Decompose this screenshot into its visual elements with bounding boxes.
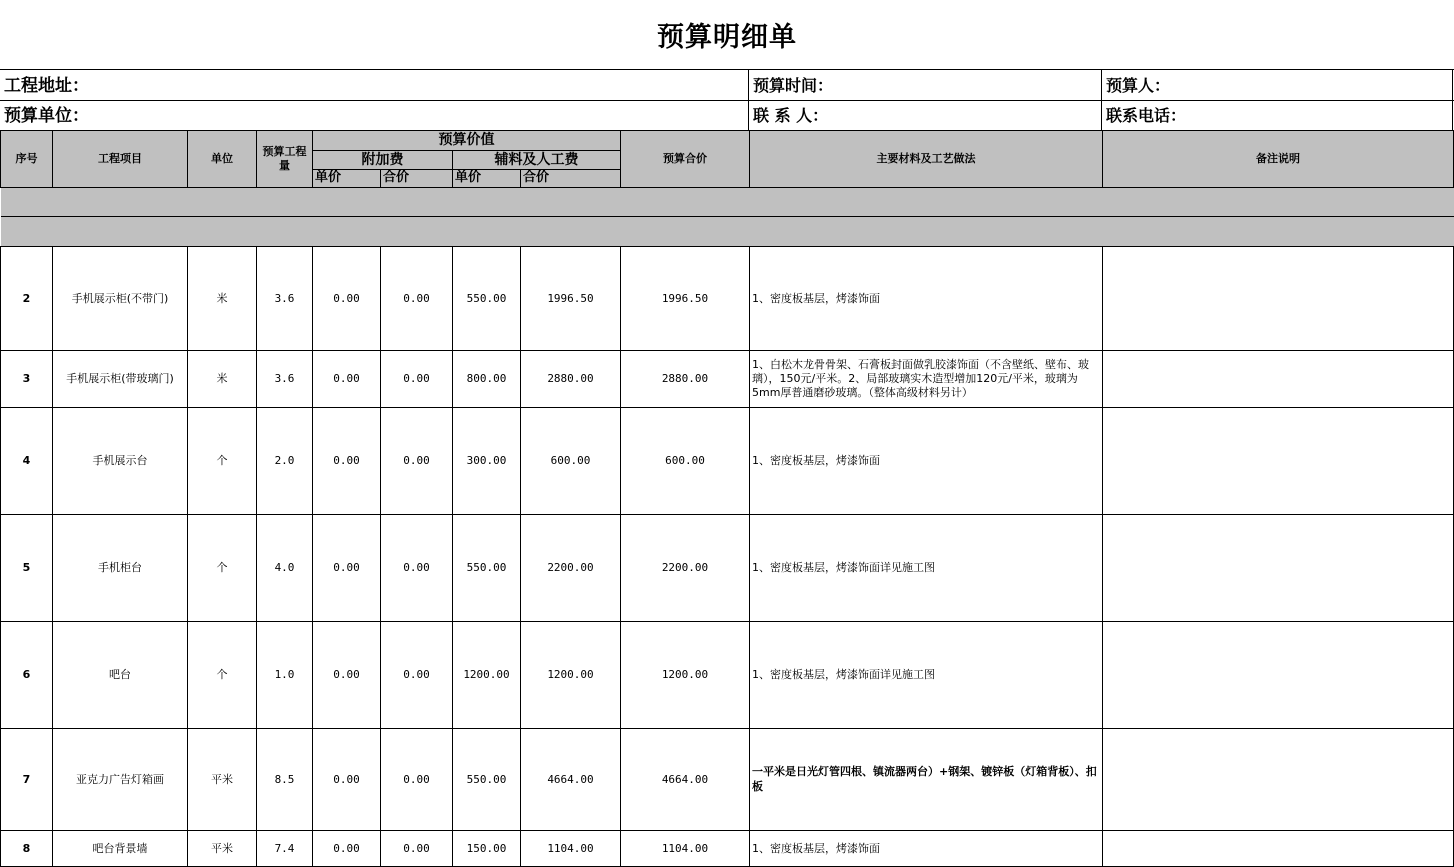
row-remarks[interactable] <box>1103 729 1454 831</box>
row-qty[interactable]: 1.0 <box>257 622 313 729</box>
row-aux-subtotal[interactable]: 2880.00 <box>521 351 621 408</box>
row-extra-subtotal[interactable]: 0.00 <box>381 351 453 408</box>
row-qty[interactable]: 7.4 <box>257 831 313 867</box>
row-extra-unit-price[interactable]: 0.00 <box>313 408 381 515</box>
header-extra-subtotal[interactable]: 合价 <box>381 170 453 188</box>
row-aux-subtotal[interactable]: 1996.50 <box>521 247 621 351</box>
row-materials[interactable]: 1、密度板基层，烤漆饰面 <box>750 831 1103 867</box>
budget-unit-label[interactable]: 预算单位： <box>4 106 89 126</box>
row-total[interactable]: 1996.50 <box>621 247 750 351</box>
blank-gray-row-2 <box>1 217 1454 247</box>
row-unit[interactable]: 个 <box>188 408 257 515</box>
row-materials[interactable]: 一平米是日光灯管四根、镇流器两台）+钢架、镀锌板（灯箱背板）、扣板 <box>750 729 1103 831</box>
header-unit[interactable]: 单位 <box>188 131 257 188</box>
contact-phone-label[interactable]: 联系电话： <box>1101 100 1454 130</box>
row-remarks[interactable] <box>1103 515 1454 622</box>
row-extra-unit-price[interactable]: 0.00 <box>313 515 381 622</box>
header-aux-unit-price[interactable]: 单价 <box>453 170 521 188</box>
header-qty[interactable] <box>257 131 313 188</box>
row-extra-unit-price[interactable]: 0.00 <box>313 729 381 831</box>
row-aux-subtotal[interactable]: 1200.00 <box>521 622 621 729</box>
row-unit[interactable]: 平米 <box>188 729 257 831</box>
row-aux-unit-price[interactable]: 550.00 <box>453 247 521 351</box>
row-extra-subtotal[interactable]: 0.00 <box>381 729 453 831</box>
row-aux-unit-price[interactable]: 150.00 <box>453 831 521 867</box>
header-value[interactable]: 预算价值 <box>313 131 621 151</box>
row-qty[interactable]: 3.6 <box>257 247 313 351</box>
row-total[interactable]: 4664.00 <box>621 729 750 831</box>
row-extra-unit-price[interactable]: 0.00 <box>313 247 381 351</box>
row-remarks[interactable] <box>1103 408 1454 515</box>
row-seq[interactable]: 6 <box>1 622 53 729</box>
row-qty[interactable]: 2.0 <box>257 408 313 515</box>
row-total[interactable]: 2880.00 <box>621 351 750 408</box>
row-unit[interactable]: 米 <box>188 351 257 408</box>
header-item[interactable]: 工程项目 <box>53 131 188 188</box>
row-unit[interactable]: 米 <box>188 247 257 351</box>
budget-time-label[interactable]: 预算时间： <box>748 70 1103 100</box>
row-item[interactable]: 手机展示台 <box>53 408 188 515</box>
row-qty[interactable]: 4.0 <box>257 515 313 622</box>
row-remarks[interactable] <box>1103 351 1454 408</box>
row-extra-subtotal[interactable]: 0.00 <box>381 408 453 515</box>
row-extra-subtotal[interactable]: 0.00 <box>381 247 453 351</box>
table-row <box>1 351 1454 408</box>
row-materials[interactable]: 1、密度板基层，烤漆饰面详见施工图 <box>750 622 1103 729</box>
row-aux-subtotal[interactable]: 600.00 <box>521 408 621 515</box>
budget-person-label[interactable]: 预算人： <box>1101 70 1454 100</box>
row-unit[interactable]: 平米 <box>188 831 257 867</box>
header-remarks[interactable]: 备注说明 <box>1103 131 1454 188</box>
row-aux-unit-price[interactable]: 550.00 <box>453 515 521 622</box>
table-row <box>1 729 1454 831</box>
row-aux-subtotal[interactable]: 1104.00 <box>521 831 621 867</box>
row-qty[interactable]: 8.5 <box>257 729 313 831</box>
row-total[interactable]: 1200.00 <box>621 622 750 729</box>
table-row <box>1 408 1454 515</box>
row-unit[interactable]: 个 <box>188 515 257 622</box>
info-row-1 <box>0 70 1454 101</box>
address-label[interactable]: 工程地址： <box>4 76 89 96</box>
header-extra-unit-price[interactable]: 单价 <box>313 170 381 188</box>
header-qty-text: 预算工程量 <box>262 144 307 173</box>
row-item[interactable]: 手机展示柜(带玻璃门) <box>53 351 188 408</box>
row-item[interactable]: 吧台 <box>53 622 188 729</box>
row-materials[interactable]: 1、密度板基层，烤漆饰面详见施工图 <box>750 515 1103 622</box>
row-extra-subtotal[interactable]: 0.00 <box>381 622 453 729</box>
row-remarks[interactable] <box>1103 622 1454 729</box>
row-extra-unit-price[interactable]: 0.00 <box>313 351 381 408</box>
row-seq[interactable]: 7 <box>1 729 53 831</box>
row-extra-subtotal[interactable]: 0.00 <box>381 515 453 622</box>
table-row <box>1 515 1454 622</box>
row-seq[interactable]: 8 <box>1 831 53 867</box>
info-row-2 <box>0 100 1454 131</box>
row-seq[interactable]: 2 <box>1 247 53 351</box>
row-extra-unit-price[interactable]: 0.00 <box>313 622 381 729</box>
row-total[interactable]: 1104.00 <box>621 831 750 867</box>
row-total[interactable]: 2200.00 <box>621 515 750 622</box>
header-materials[interactable]: 主要材料及工艺做法 <box>750 131 1103 188</box>
row-total[interactable]: 600.00 <box>621 408 750 515</box>
row-remarks[interactable] <box>1103 247 1454 351</box>
header-aux-subtotal[interactable]: 合价 <box>521 170 621 188</box>
table-row <box>1 831 1454 867</box>
row-item[interactable]: 手机展示柜(不带门) <box>53 247 188 351</box>
row-item[interactable]: 亚克力广告灯箱画 <box>53 729 188 831</box>
table-row <box>1 247 1454 351</box>
row-qty[interactable]: 3.6 <box>257 351 313 408</box>
table-row <box>1 622 1454 729</box>
row-seq[interactable]: 3 <box>1 351 53 408</box>
header-total[interactable]: 预算合价 <box>621 131 750 188</box>
row-aux-subtotal[interactable]: 2200.00 <box>521 515 621 622</box>
row-item[interactable]: 吧台背景墙 <box>53 831 188 867</box>
row-extra-subtotal[interactable]: 0.00 <box>381 831 453 867</box>
row-item[interactable]: 手机柜台 <box>53 515 188 622</box>
row-seq[interactable]: 4 <box>1 408 53 515</box>
row-aux-unit-price[interactable]: 1200.00 <box>453 622 521 729</box>
row-aux-subtotal[interactable]: 4664.00 <box>521 729 621 831</box>
header-extra-fee[interactable]: 附加费 <box>313 151 453 170</box>
blank-gray-row-1 <box>1 188 1454 217</box>
row-remarks[interactable] <box>1103 831 1454 867</box>
row-materials[interactable]: 1、密度板基层，烤漆饰面 <box>750 247 1103 351</box>
row-seq[interactable]: 5 <box>1 515 53 622</box>
row-aux-unit-price[interactable]: 800.00 <box>453 351 521 408</box>
row-unit[interactable]: 个 <box>188 622 257 729</box>
contact-person-label[interactable]: 联 系 人： <box>748 100 1103 130</box>
sheet-title: 预算明细单 <box>0 0 1454 70</box>
header-aux-labor[interactable]: 辅料及人工费 <box>453 151 621 170</box>
row-aux-unit-price[interactable]: 550.00 <box>453 729 521 831</box>
budget-table <box>0 130 1454 867</box>
row-materials[interactable]: 1、密度板基层，烤漆饰面 <box>750 408 1103 515</box>
row-materials[interactable]: 1、白松木龙骨骨架、石膏板封面做乳胶漆饰面（不含壁纸、壁布、玻璃），150元/平米。2、局部玻璃实木造型增加120元/平米，玻璃为5mm厚普通磨砂玻璃。（整体高级材料另计） <box>750 351 1103 408</box>
row-aux-unit-price[interactable]: 300.00 <box>453 408 521 515</box>
row-extra-unit-price[interactable]: 0.00 <box>313 831 381 867</box>
header-seq[interactable]: 序号 <box>1 131 53 188</box>
